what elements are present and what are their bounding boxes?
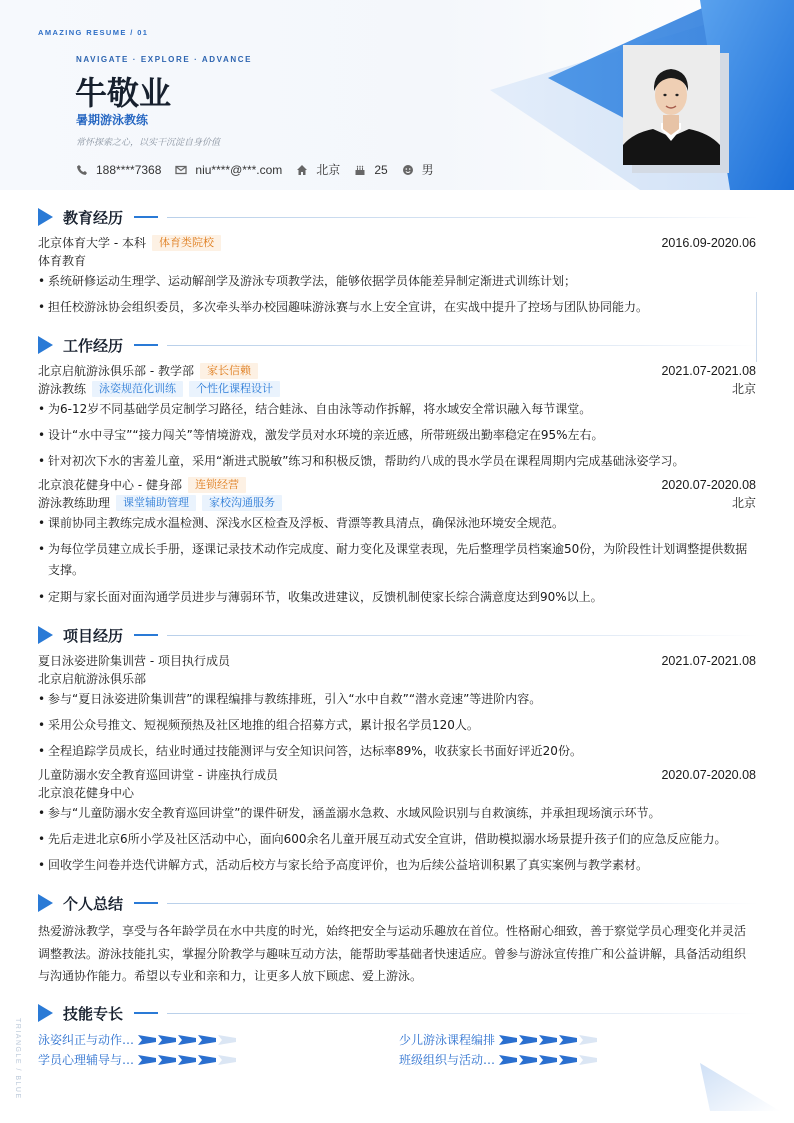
list-item: • 参与“夏日泳姿进阶集训营”的课程编排与教练排班，引入“水中自救”“潜水竞速”等进阶内容。 [38,689,756,710]
skill-tag: 个性化课程设计 [189,381,280,397]
list-item: • 为每位学员建立成长手册，逐课记录技术动作完成度、耐力变化及课堂表现，先后整理学员档案逾50份，为阶段性计划调整提供数据支撑。 [38,539,756,581]
profile-photo [623,45,720,165]
side-watermark: TRIANGLE / BLUE [14,1018,21,1100]
list-item: • 定期与家长面对面沟通学员进步与薄弱环节，收集改进建议，反馈机制使家长综合满意度达到90%以上。 [38,587,756,608]
list-item: • 课前协同主教练完成水温检测、深浅水区检查及浮板、背漂等教具清点，确保泳池环境安全规范。 [38,513,756,534]
company-tag: 连锁经营 [188,477,246,493]
education-date: 2016.09-2020.06 [661,236,756,250]
work-city: 北京 [731,496,756,510]
project-entry-header [38,653,756,669]
skill-flag-empty [579,1055,597,1065]
contact-phone [76,163,161,177]
skill-flag-filled [559,1055,577,1065]
section-heading: 技能专长 [63,1004,124,1023]
contact-city [296,161,340,178]
heading-divider [167,903,758,904]
skill-level [499,1035,599,1045]
skill-tag: 家校沟通服务 [202,495,282,511]
list-item: • 担任校游泳协会组织委员，多次牵头举办校园趣味游泳赛与水上安全宣讲，在实战中提升了控场与团队协同能力。 [38,297,756,318]
education-entry [38,235,756,251]
city: 北京 [316,163,341,177]
section-heading: 个人总结 [63,894,124,913]
skill-flag-filled [158,1035,176,1045]
mail-icon [175,164,187,176]
section-summary-title [38,893,758,913]
education-major-row [38,253,756,269]
heading-divider [167,635,758,636]
heading-dash [134,344,158,346]
candidate-name: 牛敬业 [75,74,172,112]
school-tag: 体育类院校 [152,235,221,251]
company-name: 北京启航游泳俱乐部 - 教学部 [38,364,194,378]
nav-motto: NAVIGATE · EXPLORE · ADVANCE [76,55,253,64]
section-heading: 工作经历 [63,336,124,355]
skill-item [399,1051,599,1068]
skill-flag-filled [539,1055,557,1065]
skill-item [399,1031,599,1048]
company-tag: 家长信赖 [200,363,258,379]
gender-icon [402,164,414,176]
avatar-illustration [623,45,720,165]
skill-flag-filled [499,1055,517,1065]
contact-bar [76,161,448,178]
list-item: • 先后走进北京6所小学及社区活动中心，面向600余名儿童开展互动式安全宣讲，借助模拟溺水场景提升孩子们的应急反应能力。 [38,829,756,850]
home-icon [296,164,308,176]
skill-name: 泳姿纠正与动作… [38,1033,134,1047]
work-role-row [38,381,756,397]
age: 25 [374,162,388,177]
work-entry-header [38,363,756,379]
heading-divider [167,217,758,218]
skill-level [138,1035,238,1045]
skill-item [38,1031,238,1048]
project-org-row [38,785,756,801]
skill-flag-filled [519,1055,537,1065]
phone-icon [76,164,88,176]
skill-flag-filled [559,1035,577,1045]
list-item: • 全程追踪学员成长，结业时通过技能测评与安全知识问答，达标率89%，收获家长书面好评近20份。 [38,741,756,762]
project-date: 2020.07-2020.08 [661,768,756,782]
section-heading: 项目经历 [63,626,124,645]
skill-flag-filled [178,1035,196,1045]
section-project-title [38,625,758,645]
triangle-icon [38,1004,53,1022]
skill-tag: 泳姿规范化训练 [92,381,183,397]
job-title: 暑期游泳教练 [76,113,149,127]
cake-icon [354,164,366,176]
corner-decoration [700,1063,794,1123]
project-name: 儿童防溺水安全教育巡回讲堂 - 讲座执行成员 [38,768,278,782]
heading-dash [134,1012,158,1014]
list-item: • 为6-12岁不同基础学员定制学习路径，结合蛙泳、自由泳等动作拆解，将水域安全常识融入每节课堂。 [38,399,756,420]
work-entry-header [38,477,756,493]
section-work-title [38,335,758,355]
contact-gender [402,161,434,178]
heading-dash [134,902,158,904]
project-org: 北京启航游泳俱乐部 [38,672,147,686]
list-item: • 设计“水中寻宝”“接力闯关”等情境游戏，激发学员对水环境的亲近感，所带班级出勤率稳定在95%左右。 [38,425,756,446]
contact-email [175,163,282,177]
project-name: 夏日泳姿进阶集训营 - 项目执行成员 [38,654,230,668]
skill-flag-filled [158,1055,176,1065]
skill-tag: 课堂辅助管理 [116,495,196,511]
work-role-row [38,495,756,511]
avatar [623,45,720,165]
triangle-icon [38,208,53,226]
skill-flag-empty [218,1035,236,1045]
gender: 男 [421,163,434,177]
skill-flag-filled [499,1035,517,1045]
skill-flag-filled [138,1035,156,1045]
section-skills-title [38,1003,758,1023]
heading-divider [167,345,758,346]
skill-flag-filled [198,1035,216,1045]
work-date: 2020.07-2020.08 [661,478,756,492]
phone-number: 188****7368 [96,162,162,177]
major: 体育教育 [38,254,87,268]
work-date: 2021.07-2021.08 [661,364,756,378]
project-date: 2021.07-2021.08 [661,654,756,668]
list-item: • 针对初次下水的害羞儿童，采用“渐进式脱敏”练习和积极反馈，帮助约八成的畏水学员在课程周期内完成基础泳姿学习。 [38,451,756,472]
list-item: • 采用公众号推文、短视频预热及社区地推的组合招募方式，累计报名学员120人。 [38,715,756,736]
skill-item [38,1051,238,1068]
skill-name: 学员心理辅导与… [38,1053,134,1067]
skill-name: 班级组织与活动… [399,1053,495,1067]
skill-name: 少儿游泳课程编排 [399,1033,495,1047]
skill-level [499,1055,599,1065]
triangle-icon [38,626,53,644]
list-item: • 参与“儿童防溺水安全教育巡回讲堂”的课件研发，涵盖溺水急救、水域风险识别与自救演练，并承担现场演示环节。 [38,803,756,824]
skill-flag-empty [579,1035,597,1045]
work-city: 北京 [731,382,756,396]
section-education-title [38,207,758,227]
list-item: • 回收学生问卷并迭代讲解方式，活动后校方与家长给予高度评价，也为后续公益培训积累了真实案例与教学素材。 [38,855,756,876]
resume-tag: AMAZING RESUME / 01 [38,28,149,37]
project-org-row [38,671,756,687]
school-name: 北京体育大学 - 本科 [38,236,146,250]
skill-flag-filled [539,1035,557,1045]
skill-flag-filled [178,1055,196,1065]
skill-level [138,1055,238,1065]
role: 游泳教练 [38,382,87,396]
skill-flag-empty [218,1055,236,1065]
role: 游泳教练助理 [38,496,111,510]
company-name: 北京浪花健身中心 - 健身部 [38,478,182,492]
skill-flag-filled [519,1035,537,1045]
triangle-icon [38,894,53,912]
skill-flag-filled [198,1055,216,1065]
contact-age [354,163,387,177]
section-heading: 教育经历 [63,208,124,227]
triangle-icon [38,336,53,354]
project-entry-header [38,767,756,783]
heading-divider [167,1013,758,1014]
summary-text: 热爱游泳教学，享受与各年龄学员在水中共度的时光，始终把安全与运动乐趣放在首位。性格耐心细致，善于察觉学员心理变化并灵活调整教法。游泳技能扎实，掌握分阶教学与趣味互动方法，能帮助零基础者快速适应。曾参与游泳宣传推广和公益讲解，具备活动组织与沟通协作能力。希望以专业和亲和力，让更多人放下顾虑、爱上游泳。 [38,924,747,983]
email-address: niu****@***.com [195,162,283,177]
skill-flag-filled [138,1055,156,1065]
personal-motto: 常怀探索之心，以实干沉淀自身价值 [76,138,221,148]
heading-dash [134,216,158,218]
heading-dash [134,634,158,636]
list-item: • 系统研修运动生理学、运动解剖学及游泳专项教学法，能够依据学员体能差异制定渐进式训练计划； [38,271,756,292]
project-org: 北京浪花健身中心 [38,786,135,800]
